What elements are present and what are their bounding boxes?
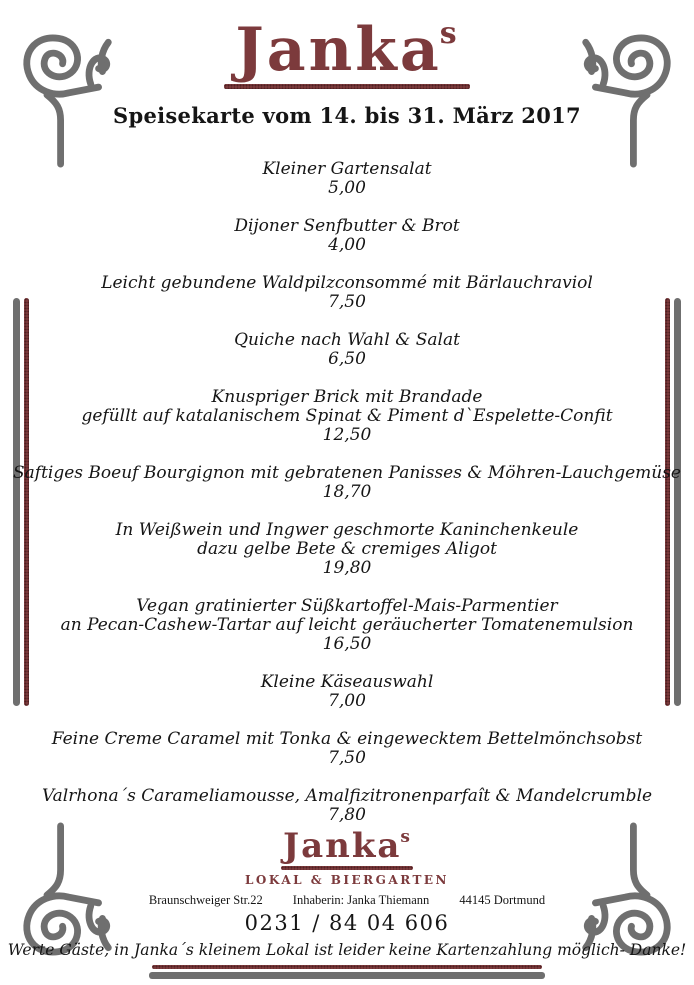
menu-item-line: In Weißwein und Ingwer geschmorte Kaninchenkeule	[115, 520, 579, 540]
address-owner: Inhaberin: Janka Thiemann	[292, 893, 430, 907]
menu-item-lines	[0, 331, 694, 350]
footer	[0, 826, 694, 979]
menu-item-lines	[0, 160, 694, 179]
menu-item-line: Feine Creme Caramel mit Tonka & eingewecktem Bettelmönchsobst	[51, 729, 643, 749]
menu-item	[0, 217, 694, 255]
menu-item-price: 12,50	[322, 425, 372, 445]
menu-item-price: 19,80	[322, 558, 372, 578]
menu-item-lines	[0, 217, 694, 236]
menu-item-line: Leicht gebundene Waldpilzconsommé mit Bärlauchraviol	[101, 273, 593, 293]
menu-item-lines	[0, 787, 694, 806]
menu-item-lines	[0, 274, 694, 293]
address-street: Braunschweiger Str.22	[148, 893, 263, 907]
menu-item-lines	[0, 597, 694, 635]
menu-item-lines	[0, 730, 694, 749]
logo-underline	[281, 866, 413, 870]
card-payment-notice: Werte Gäste, in Janka´s kleinem Lokal ist leider keine Kartenzahlung möglich- Danke!	[7, 940, 687, 959]
menu-item-line: gefüllt auf katalanischem Spinat & Piment d`Espelette-Confit	[81, 406, 613, 426]
menu-item	[0, 787, 694, 825]
logo-wordmark: Janka	[282, 826, 402, 866]
menu-list	[0, 160, 694, 844]
menu-item	[0, 673, 694, 711]
menu-item-line: Quiche nach Wahl & Salat	[234, 330, 460, 350]
menu-item-line: Knuspriger Brick mit Brandade	[211, 387, 483, 407]
header	[0, 0, 694, 128]
menu-item-price: 4,00	[328, 235, 366, 255]
restaurant-logo	[0, 15, 694, 89]
menu-item-lines	[0, 388, 694, 426]
menu-item-lines	[0, 521, 694, 559]
phone-number: 0231 / 84 04 606	[244, 910, 450, 935]
menu-item	[0, 160, 694, 198]
menu-item	[0, 597, 694, 654]
menu-item-price: 5,00	[328, 178, 366, 198]
logo-superscript: s	[400, 827, 410, 847]
page-title: Speisekarte vom 14. bis 31. März 2017	[113, 103, 581, 128]
menu-item-price: 16,50	[322, 634, 372, 654]
menu-item-lines	[0, 673, 694, 692]
menu-item	[0, 464, 694, 502]
menu-item-price: 18,70	[322, 482, 372, 502]
menu-item-line: Vegan gratinierter Süßkartoffel-Mais-Parmentier	[136, 596, 558, 616]
bottom-rule-maroon	[152, 965, 542, 969]
menu-item-line: Kleiner Gartensalat	[262, 159, 432, 179]
menu-item-price: 7,50	[328, 748, 366, 768]
menu-item-line: Saftiges Boeuf Bourgignon mit gebratenen Panisses & Möhren-Lauchgemüse	[13, 463, 681, 483]
menu-item	[0, 331, 694, 369]
menu-item-line: Dijoner Senfbutter & Brot	[234, 216, 460, 236]
menu-item-line: Valrhona´s Carameliamousse, Amalfizitronenparfaît & Mandelcrumble	[41, 786, 653, 806]
menu-item-line: Kleine Käseauswahl	[260, 672, 434, 692]
restaurant-logo-small	[0, 826, 694, 887]
menu-item	[0, 274, 694, 312]
logo-tagline: LOKAL & BIERGARTEN	[244, 873, 449, 887]
address-row	[0, 894, 694, 907]
menu-item	[0, 388, 694, 445]
menu-item-lines	[0, 464, 694, 483]
menu-item	[0, 730, 694, 768]
logo-wordmark: Janka	[235, 15, 442, 85]
logo-superscript: s	[439, 16, 457, 51]
menu-item-price: 7,50	[328, 292, 366, 312]
address-city: 44145 Dortmund	[459, 893, 546, 907]
menu-item	[0, 521, 694, 578]
menu-item-price: 7,80	[328, 805, 366, 825]
menu-item-price: 6,50	[328, 349, 366, 369]
menu-item-price: 7,00	[328, 691, 366, 711]
menu-item-line: an Pecan-Cashew-Tartar auf leicht geräucherter Tomatenemulsion	[60, 615, 634, 635]
bottom-rule-gray	[149, 972, 545, 979]
menu-item-line: dazu gelbe Bete & cremiges Aligot	[197, 539, 497, 559]
